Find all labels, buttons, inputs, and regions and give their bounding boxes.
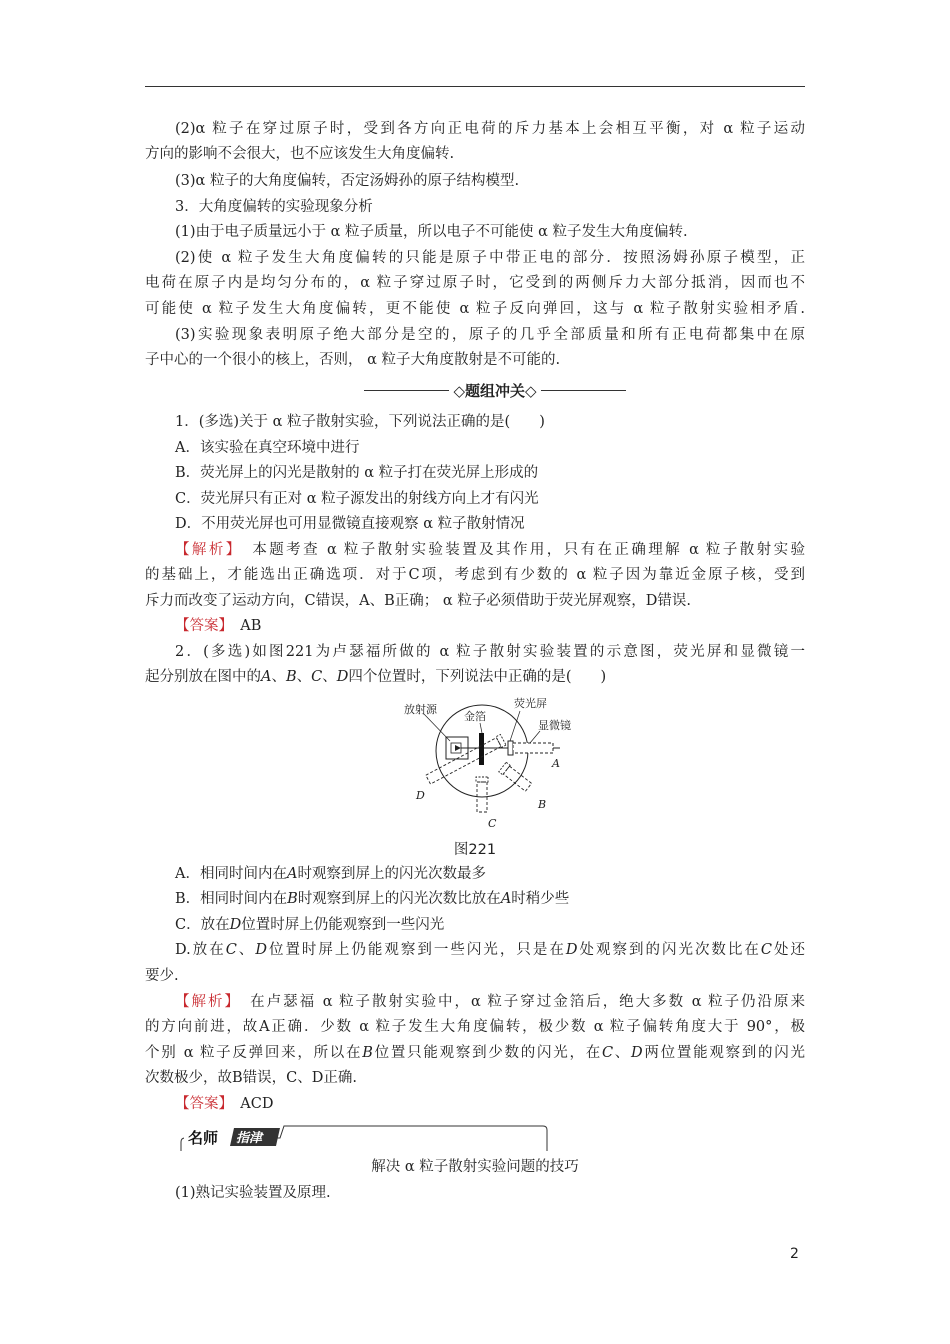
analysis-line: 的基础上，才能选出正确选项．对于C项，考虑到有少数的 α 粒子因为靠近金原子核，受到 (145, 567, 805, 583)
tip-title: 解决 α 粒子散射实验问题的技巧 (371, 1159, 579, 1175)
analysis-line: 次数极少，故B错误，C、D正确. (145, 1070, 357, 1086)
text-line: 子中心的一个很小的核上，否则， α 粒子大角度散射是不可能的. (145, 352, 561, 368)
pos-label: B (362, 1045, 373, 1061)
tip-item: (1)熟记实验装置及原理. (175, 1185, 331, 1201)
question-stem: 2．(多选)如图221为卢瑟福所做的 α 粒子散射实验装置的示意图，荧光屏和显微镜一 (175, 644, 805, 660)
pos-label: D (631, 1045, 643, 1061)
leader-microscope (530, 731, 540, 743)
answer-line (145, 1092, 805, 1117)
option-d: D．不用荧光屏也可用显微镜直接观察 α 粒子散射情况 (175, 516, 525, 532)
badge-text-2: 指津 (236, 1131, 263, 1146)
option-a (145, 862, 805, 887)
label-pos-d: D (416, 789, 425, 802)
badge-text-1: 名师 (188, 1129, 219, 1147)
analysis-line (145, 538, 805, 563)
pos-label: B (287, 891, 298, 907)
opt-text: A．相同时间内在 (175, 866, 287, 882)
opt-text: 时观察到屏上的闪光次数最多 (297, 866, 486, 882)
label-pos-b: B (538, 798, 547, 811)
text-line: 电荷在原子内是均匀分布的，α 粒子穿过原子时，它受到的两侧斥力大部分抵消，因而也不 (145, 275, 805, 291)
analysis-label: 【解析】 (175, 994, 234, 1010)
pos-label: A (286, 866, 298, 882)
pos-label: C (225, 942, 237, 958)
opt-text: C．放在 (175, 917, 230, 933)
text-line: (3)α 粒子的大角度偏转，否定汤姆孙的原子结构模型. (175, 173, 520, 189)
stem-text: 四个位置时，下列说法中正确的是( ) (348, 669, 607, 685)
text-line: (3)实验现象表明原子绝大部分是空的，原子的几乎全部质量和所有正电荷都集中在原 (175, 327, 805, 343)
stem-text: 起分别放在图中的 (145, 669, 261, 685)
text-line: 方向的影响不会很大，也不应该发生大角度偏转. (145, 146, 455, 162)
pos-label: D (255, 942, 267, 958)
analysis-text: 位置只能观察到少数的闪光，在 (372, 1045, 602, 1061)
option-b (145, 887, 805, 912)
detector-c (476, 777, 488, 812)
sep: 、 (613, 1045, 632, 1061)
leader-foil (480, 723, 482, 733)
beam-arrow-icon (455, 745, 461, 751)
text-line: (2)使 α 粒子发生大角度偏转的只能是原子中带正电的部分．按照汤姆孙原子模型，正 (175, 250, 805, 266)
pos-label: C (601, 1045, 614, 1061)
sep: 、 (322, 669, 337, 685)
sep: 、 (271, 669, 286, 685)
pos-label: C (311, 669, 323, 685)
sep: 、 (236, 942, 256, 958)
opt-text: D.放在 (175, 942, 226, 958)
answer-value: AB (240, 618, 262, 634)
opt-text: 处还 (772, 942, 806, 958)
option-d (145, 938, 805, 963)
text-line: 可能使 α 粒子发生大角度偏转，更不能使 α 粒子反向弹回，这与 α 粒子散射实验相矛盾. (145, 301, 805, 317)
sep: 、 (296, 669, 312, 685)
label-foil: 金箔 (464, 710, 486, 723)
pos-label: A (500, 891, 512, 907)
pos-label: B (285, 669, 297, 685)
answer-label: 【答案】 (175, 618, 226, 634)
pos-label: C (760, 942, 773, 958)
label-screen: 荧光屏 (514, 697, 547, 710)
opt-text: 位置时屏上仍能观察到一些闪光 (241, 917, 445, 933)
analysis-text: 本题考查 α 粒子散射实验装置及其作用，只有在正确理解 α 粒子散射实验 (252, 542, 805, 558)
opt-text: 位置时屏上仍能观察到一些闪光，只是在 (266, 942, 566, 958)
heading-dash-left (364, 390, 449, 391)
pos-label: D (565, 942, 578, 958)
analysis-text: 在卢瑟福 α 粒子散射实验中，α 粒子穿过金箔后，绝大多数 α 粒子仍沿原来 (250, 994, 806, 1010)
option-b: B．荧光屏上的闪光是散射的 α 粒子打在荧光屏上形成的 (175, 465, 539, 481)
screen-a (508, 741, 513, 755)
section-heading (360, 378, 630, 403)
answer-line (145, 614, 805, 639)
label-source: 放射源 (404, 703, 437, 716)
label-pos-c: C (488, 817, 497, 830)
analysis-text: 个别 α 粒子反弹回来，所以在 (145, 1045, 363, 1061)
leader-source (424, 714, 450, 741)
label-pos-a: A (552, 757, 560, 770)
analysis-line: 斥力而改变了运动方向，C错误，A、B正确； α 粒子必须借助于荧光屏观察，D错误. (145, 593, 691, 609)
option-c: C．荧光屏只有正对 α 粒子源发出的射线方向上才有闪光 (175, 491, 539, 507)
analysis-text: 两位置能观察到的闪光 (642, 1045, 806, 1061)
analysis-line (145, 1041, 805, 1066)
opt-text: B．相同时间内在 (175, 891, 288, 907)
scattering-apparatus-figure (400, 693, 600, 833)
gold-foil (479, 733, 484, 765)
question-stem (145, 665, 805, 690)
label-microscope: 显微镜 (538, 719, 571, 732)
option-a: A．该实验在真空环境中进行 (175, 440, 360, 456)
heading-dash-right (541, 390, 626, 391)
text-line: (1)由于电子质量远小于 α 粒子质量，所以电子不可能使 α 粒子发生大角度偏转. (175, 224, 688, 240)
question-stem: 1．(多选)关于 α 粒子散射实验，下列说法正确的是( ) (175, 414, 545, 430)
pos-label: D (229, 917, 242, 933)
text-line: 3．大角度偏转的实验现象分析 (175, 199, 373, 215)
microscope-a (513, 743, 553, 753)
figure-caption: 图221 (453, 842, 497, 858)
analysis-line (145, 990, 805, 1015)
section-title: ◇题组冲关◇ (453, 382, 537, 400)
page-number: 2 (790, 1246, 799, 1262)
option-d-cont: 要少. (145, 968, 179, 984)
tip-header (180, 1124, 548, 1152)
analysis-label: 【解析】 (175, 542, 236, 558)
opt-text: 处观察到的闪光次数比在 (577, 942, 761, 958)
option-c (145, 913, 805, 938)
detector-b (499, 762, 532, 792)
text-line: (2)α 粒子在穿过原子时，受到各方向正电荷的斥力基本上会相互平衡，对 α 粒子运动 (175, 121, 805, 137)
answer-label: 【答案】 (175, 1096, 226, 1112)
opt-text: 时观察到屏上的闪光次数比放在 (297, 891, 501, 907)
header-rule (145, 86, 805, 87)
analysis-line: 的方向前进，故A正确．少数 α 粒子发生大角度偏转，极少数 α 粒子偏转角度大于 90°，极 (145, 1019, 805, 1035)
pos-label: A (261, 669, 272, 685)
detector-d (425, 734, 506, 785)
answer-value: ACD (240, 1096, 274, 1112)
opt-text: 时稍少些 (511, 891, 570, 907)
pos-label: D (336, 669, 349, 685)
